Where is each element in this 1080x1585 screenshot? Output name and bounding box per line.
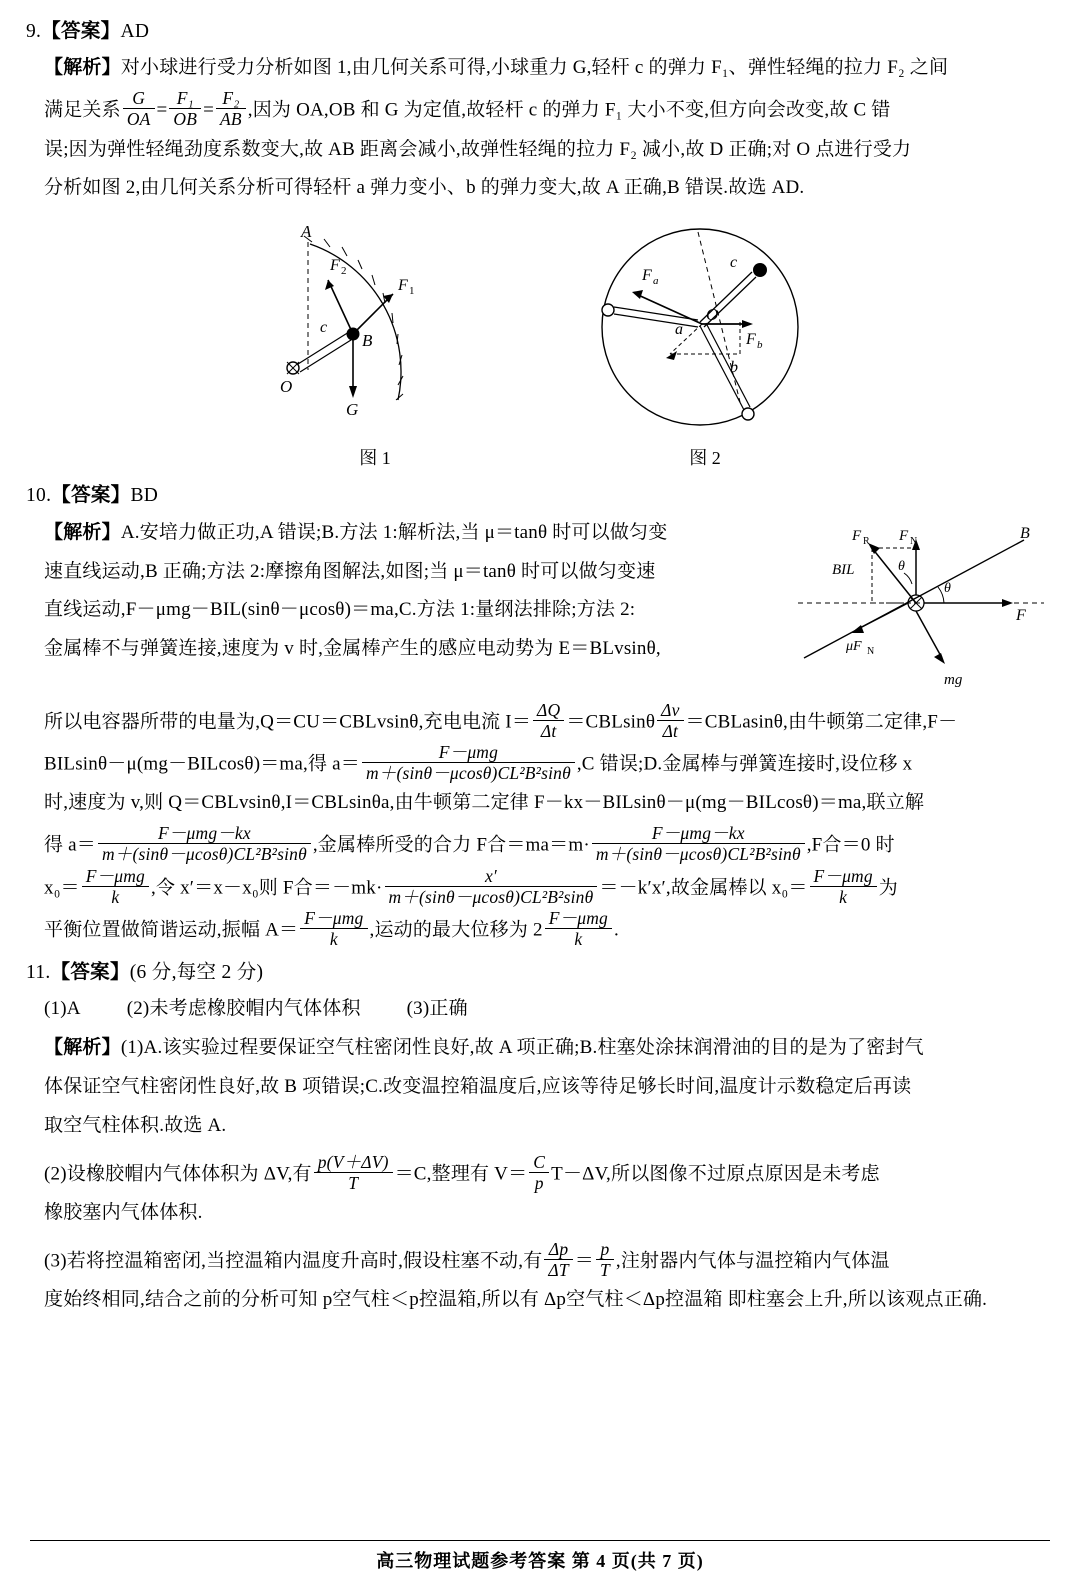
page-footer: [0, 1540, 1080, 1573]
q10-l6-f-num: F－μmg: [362, 742, 575, 763]
q10-analysis-section: [26, 514, 1054, 951]
q11-analysis-2: [26, 1152, 1054, 1233]
q9-frac-g-oa: [123, 88, 155, 129]
q9-frac-f1-ob: [169, 88, 201, 129]
q11-number: 11.: [26, 961, 51, 983]
q10-l9-f1-num: F－μmg: [82, 866, 149, 887]
figure-2-caption: 图 2: [689, 448, 721, 469]
q10-l5-f1-num: ΔQ: [533, 700, 564, 721]
q11-answer-value: (6 分,每空 2 分): [129, 961, 264, 983]
q10-analysis-label: 【解析】: [44, 521, 121, 543]
q10-l5-post: ＝CBLasinθ,由牛顿第二定律,F－: [685, 711, 958, 733]
q10-l9-post: 为: [878, 877, 898, 899]
q10-l1: A.安培力做正功,A 错误;B.方法 1:解析法,当 μ＝tanθ 时可以做匀变: [120, 521, 668, 543]
q10-l10-f1-den: k: [329, 929, 338, 950]
q11-ans-1: (1)A: [44, 997, 81, 1019]
q10-l5-f1-den: Δt: [540, 720, 557, 741]
q10-line7: [26, 784, 1054, 823]
q10-l9-mid: ,令 x′＝x－x₀则 F合＝－mk·: [151, 877, 383, 899]
q10-l5-pre: 所以电容器所带的电量为,Q＝CU＝CBLvsinθ,充电电流 I＝: [44, 711, 532, 733]
q11-a1-l1: (1)A.该实验过程要保证空气柱密闭性良好,故 A 项正确;B.柱塞处涂抹润滑油的目的是为了密封气: [120, 1036, 924, 1058]
q11-answer-line: [26, 957, 1054, 988]
q10-l9-f3-den: k: [839, 886, 848, 907]
svg-text:mg: mg: [944, 671, 963, 688]
q10-figure: [794, 518, 1054, 698]
q9-frac1-den: OA: [126, 109, 151, 130]
q9-answer-value: AD: [120, 21, 150, 42]
q10-frac-a1: [362, 742, 575, 783]
q10-l10-f2-den: k: [574, 929, 583, 950]
q10-l6-pre: BILsinθ－μ(mg－BILcosθ)＝ma,得 a＝: [44, 753, 360, 775]
svg-text:a: a: [653, 275, 659, 288]
q11-ans-2: (2)未考虑橡胶帽内气体体积: [126, 997, 361, 1019]
q10-l6-f-den: m＋(sinθ－μcosθ)CL²B²sinθ: [365, 763, 571, 784]
q10-l5-mid: ＝CBLsinθ: [566, 711, 656, 733]
q10-figure-drawing: [794, 518, 1054, 693]
footer-text: 高三物理试题参考答案 第 4 页(共 7 页): [376, 1551, 704, 1571]
svg-text:μF: μF: [846, 638, 862, 654]
q11-a1-l2: 体保证空气柱密闭性良好,故 B 项错误;C.改变温控箱温度后,应该等待足够长时间,温度计示数稳定后再读: [44, 1075, 912, 1097]
q11-analysis-1: [26, 1029, 1054, 1146]
q10-l10-f1-num: F－μmg: [300, 908, 367, 929]
figure-2: [580, 222, 830, 470]
figure-1-caption: 图 1: [359, 448, 391, 469]
q9-number: 9.: [26, 21, 42, 42]
q10-frac-x0: [82, 866, 149, 907]
svg-text:c: c: [730, 254, 738, 272]
q10-l5-f2-num: Δv: [657, 700, 683, 721]
svg-text:θ: θ: [944, 580, 951, 596]
svg-text:O: O: [706, 305, 719, 325]
q9-answer-label: 【答案】: [41, 21, 121, 42]
q10-frac-amp: [300, 908, 367, 949]
q10-answer-label: 【答案】: [51, 485, 131, 507]
q9-frac2-num: F₁: [169, 88, 201, 109]
q11-frac-c-p: [529, 1152, 549, 1193]
q10-l8-f2-den: m＋(sinθ－μcosθ)CL²B²sinθ: [595, 844, 801, 865]
q10-line8: [26, 823, 1054, 865]
q9-analysis-line1: 对小球进行受力分析如图 1,由几何关系可得,小球重力 G,轻杆 c 的弹力 F₁、弹性轻绳的拉力 F₂ 之间: [120, 57, 949, 79]
q10-l3: 直线运动,F－μmg－BIL(sinθ－μcosθ)＝ma,C.方法 1:量纲法排除;方法 2:: [44, 599, 636, 621]
q10-l9-mid2: ＝－k′x′,故金属棒以 x₀＝: [599, 877, 808, 899]
q10-l10-mid: ,运动的最大位移为 2: [369, 919, 543, 941]
svg-text:F: F: [1016, 606, 1026, 624]
q11-a3-f2-den: T: [599, 1260, 610, 1281]
svg-text:B: B: [1020, 524, 1030, 542]
svg-text:a: a: [675, 321, 683, 339]
q10-line6: [26, 742, 1054, 784]
q10-line9: [26, 866, 1054, 908]
q10-line10: [26, 908, 1054, 950]
q11-answers: [26, 990, 1054, 1029]
q9-analysis-line4: 分析如图 2,由几何关系分析可得轻杆 a 弹力变小、b 的弹力变大,故 A 正确,B 错误.故选 AD.: [44, 177, 805, 199]
q9-analysis-line3: 误;因为弹性轻绳劲度系数变大,故 AB 距离会减小,故弹性轻绳的拉力 F₂ 减小,故 D 正确;对 O 点进行受力: [44, 138, 912, 160]
svg-text:F: F: [852, 527, 862, 544]
svg-text:b: b: [730, 359, 738, 377]
q11-a3-post: ,注射器内气体与温控箱内气体温: [615, 1250, 890, 1272]
svg-text:BIL: BIL: [832, 561, 855, 578]
q10-l8-f1-num: F－μmg－kx: [98, 823, 311, 844]
q10-l10-post: .: [613, 919, 619, 941]
q10-l6-post: ,C 错误;D.金属棒与弹簧连接时,设位移 x: [576, 753, 913, 775]
q10-l10-f2-num: F－μmg: [545, 908, 612, 929]
svg-text:G: G: [346, 400, 359, 420]
svg-text:N: N: [867, 645, 875, 657]
svg-text:F: F: [746, 331, 756, 349]
q11-ans-3: (3)正确: [406, 997, 468, 1019]
q10-l8-f2-num: F－μmg－kx: [592, 823, 805, 844]
q11-frac-p-t: [596, 1239, 614, 1280]
figure-1-drawing: [250, 222, 500, 437]
q11-a2-f1-den: T: [348, 1172, 359, 1193]
q10-l8-mid: ,金属棒所受的合力 F合＝ma＝m·: [312, 834, 590, 856]
figure-2-drawing: [580, 222, 830, 437]
q10-answer-value: BD: [130, 485, 159, 507]
q11-frac-pv-t: [314, 1152, 393, 1193]
svg-text:N: N: [910, 535, 918, 547]
q11-a2-f2-den: p: [534, 1172, 544, 1193]
svg-text:c: c: [320, 319, 328, 337]
q10-l9-f1-den: k: [111, 886, 120, 907]
svg-text:2: 2: [341, 265, 347, 278]
q9-frac2-den: OB: [173, 109, 198, 130]
q10-l8-pre: 得 a＝: [44, 834, 96, 856]
q10-frac-xprime: [385, 866, 598, 907]
q11-answer-label: 【答案】: [50, 961, 130, 983]
q11-analysis-3: [26, 1239, 1054, 1320]
q9-figures: [26, 222, 1054, 470]
svg-text:F: F: [642, 267, 652, 285]
q10-l9-f3-num: F－μmg: [810, 866, 877, 887]
svg-text:R: R: [863, 535, 870, 547]
q9-line2-text-pre: 满足关系: [44, 99, 121, 121]
q11-a2-mid: ＝C,整理有 V＝: [394, 1163, 528, 1185]
q9-analysis: [26, 49, 1054, 208]
q9-frac3-num: F₂: [216, 88, 246, 109]
q10-l4: 金属棒不与弹簧连接,速度为 v 时,金属棒产生的感应电动势为 E＝BLvsinθ,: [44, 638, 661, 660]
q10-frac-a3: [592, 823, 805, 864]
q10-l9-f2-den: m＋(sinθ－μcosθ)CL²B²sinθ: [388, 886, 594, 907]
q11-a3-mid: ＝: [574, 1250, 594, 1272]
q10-l10-pre: 平衡位置做简谐运动,振幅 A＝: [44, 919, 299, 941]
svg-text:F: F: [330, 257, 340, 275]
q9-eq1: =: [156, 99, 168, 121]
q10-l2: 速直线运动,B 正确;方法 2:摩擦角图解法,如图;当 μ＝tanθ 时可以做匀变速: [44, 560, 656, 582]
q9-analysis-label: 【解析】: [44, 57, 121, 79]
q10-l8-post: ,F合＝0 时: [806, 834, 895, 856]
q11-a2-pre: (2)设橡胶帽内气体体积为 ΔV,有: [44, 1163, 312, 1185]
svg-text:B: B: [362, 331, 373, 351]
q11-a3-f1-den: ΔT: [548, 1260, 569, 1281]
q11-a2-f1-num: p(V＋ΔV): [314, 1152, 393, 1173]
svg-text:θ: θ: [898, 558, 905, 574]
q10-answer-line: [26, 480, 1054, 511]
q11-a3-pre: (3)若将控温箱密闭,当控温箱内温度升高时,假设柱塞不动,有: [44, 1250, 543, 1272]
q10-l9-pre: x₀＝: [44, 877, 80, 899]
q9-frac-f2-ab: [216, 88, 246, 129]
q10-frac-a2: [98, 823, 311, 864]
q10-frac-dq-dt: [533, 700, 564, 741]
q10-frac-maxdisp: [545, 908, 612, 949]
figure-1: [250, 222, 500, 470]
q11-a2-post: T－ΔV,所以图像不过原点原因是未考虑: [551, 1163, 880, 1185]
svg-text:F: F: [899, 527, 909, 544]
q10-l7: 时,速度为 v,则 Q＝CBLvsinθ,I＝CBLsinθa,由牛顿第二定律 F－kx－BILsinθ－μ(mg－BILcosθ)＝ma,联立解: [44, 792, 925, 814]
q11-frac-dp-dt: [544, 1239, 572, 1280]
q10-frac-x0b: [810, 866, 877, 907]
q11-a2-l2: 橡胶塞内气体体积.: [44, 1202, 203, 1224]
svg-text:F: F: [398, 277, 408, 295]
q11-analysis-label: 【解析】: [44, 1036, 121, 1058]
footer-rule: [30, 1540, 1050, 1541]
q11-a2-f2-num: C: [529, 1152, 549, 1173]
q10-number: 10.: [26, 485, 52, 507]
svg-text:b: b: [757, 339, 763, 352]
q10-line5: [26, 700, 1054, 742]
q10-l5-f2-den: Δt: [662, 720, 679, 741]
q11-a3-l2: 度始终相同,结合之前的分析可知 p空气柱＜p控温箱,所以有 Δp空气柱＜Δp控温箱 即柱塞会上升,所以该观点正确.: [44, 1289, 988, 1311]
q10-frac-dv-dt: [657, 700, 683, 741]
q10-l9-f2-num: x′: [385, 866, 598, 887]
q11-a3-f1-num: Δp: [544, 1239, 572, 1260]
q9-answer-line: [26, 16, 1054, 47]
q10-l8-f1-den: m＋(sinθ－μcosθ)CL²B²sinθ: [101, 844, 307, 865]
q9-frac3-den: AB: [220, 109, 242, 130]
q11-a1-l3: 取空气柱体积.故选 A.: [44, 1114, 227, 1136]
svg-text:1: 1: [409, 285, 415, 298]
svg-text:O: O: [280, 377, 293, 397]
svg-text:A: A: [301, 222, 312, 242]
q11-a3-f2-num: p: [596, 1239, 614, 1260]
q9-eq2: =: [203, 99, 215, 121]
q9-line2-text-post: ,因为 OA,OB 和 G 为定值,故轻杆 c 的弹力 F₁ 大小不变,但方向会改变,故 C 错: [247, 99, 891, 121]
q9-frac1-num: G: [123, 88, 155, 109]
